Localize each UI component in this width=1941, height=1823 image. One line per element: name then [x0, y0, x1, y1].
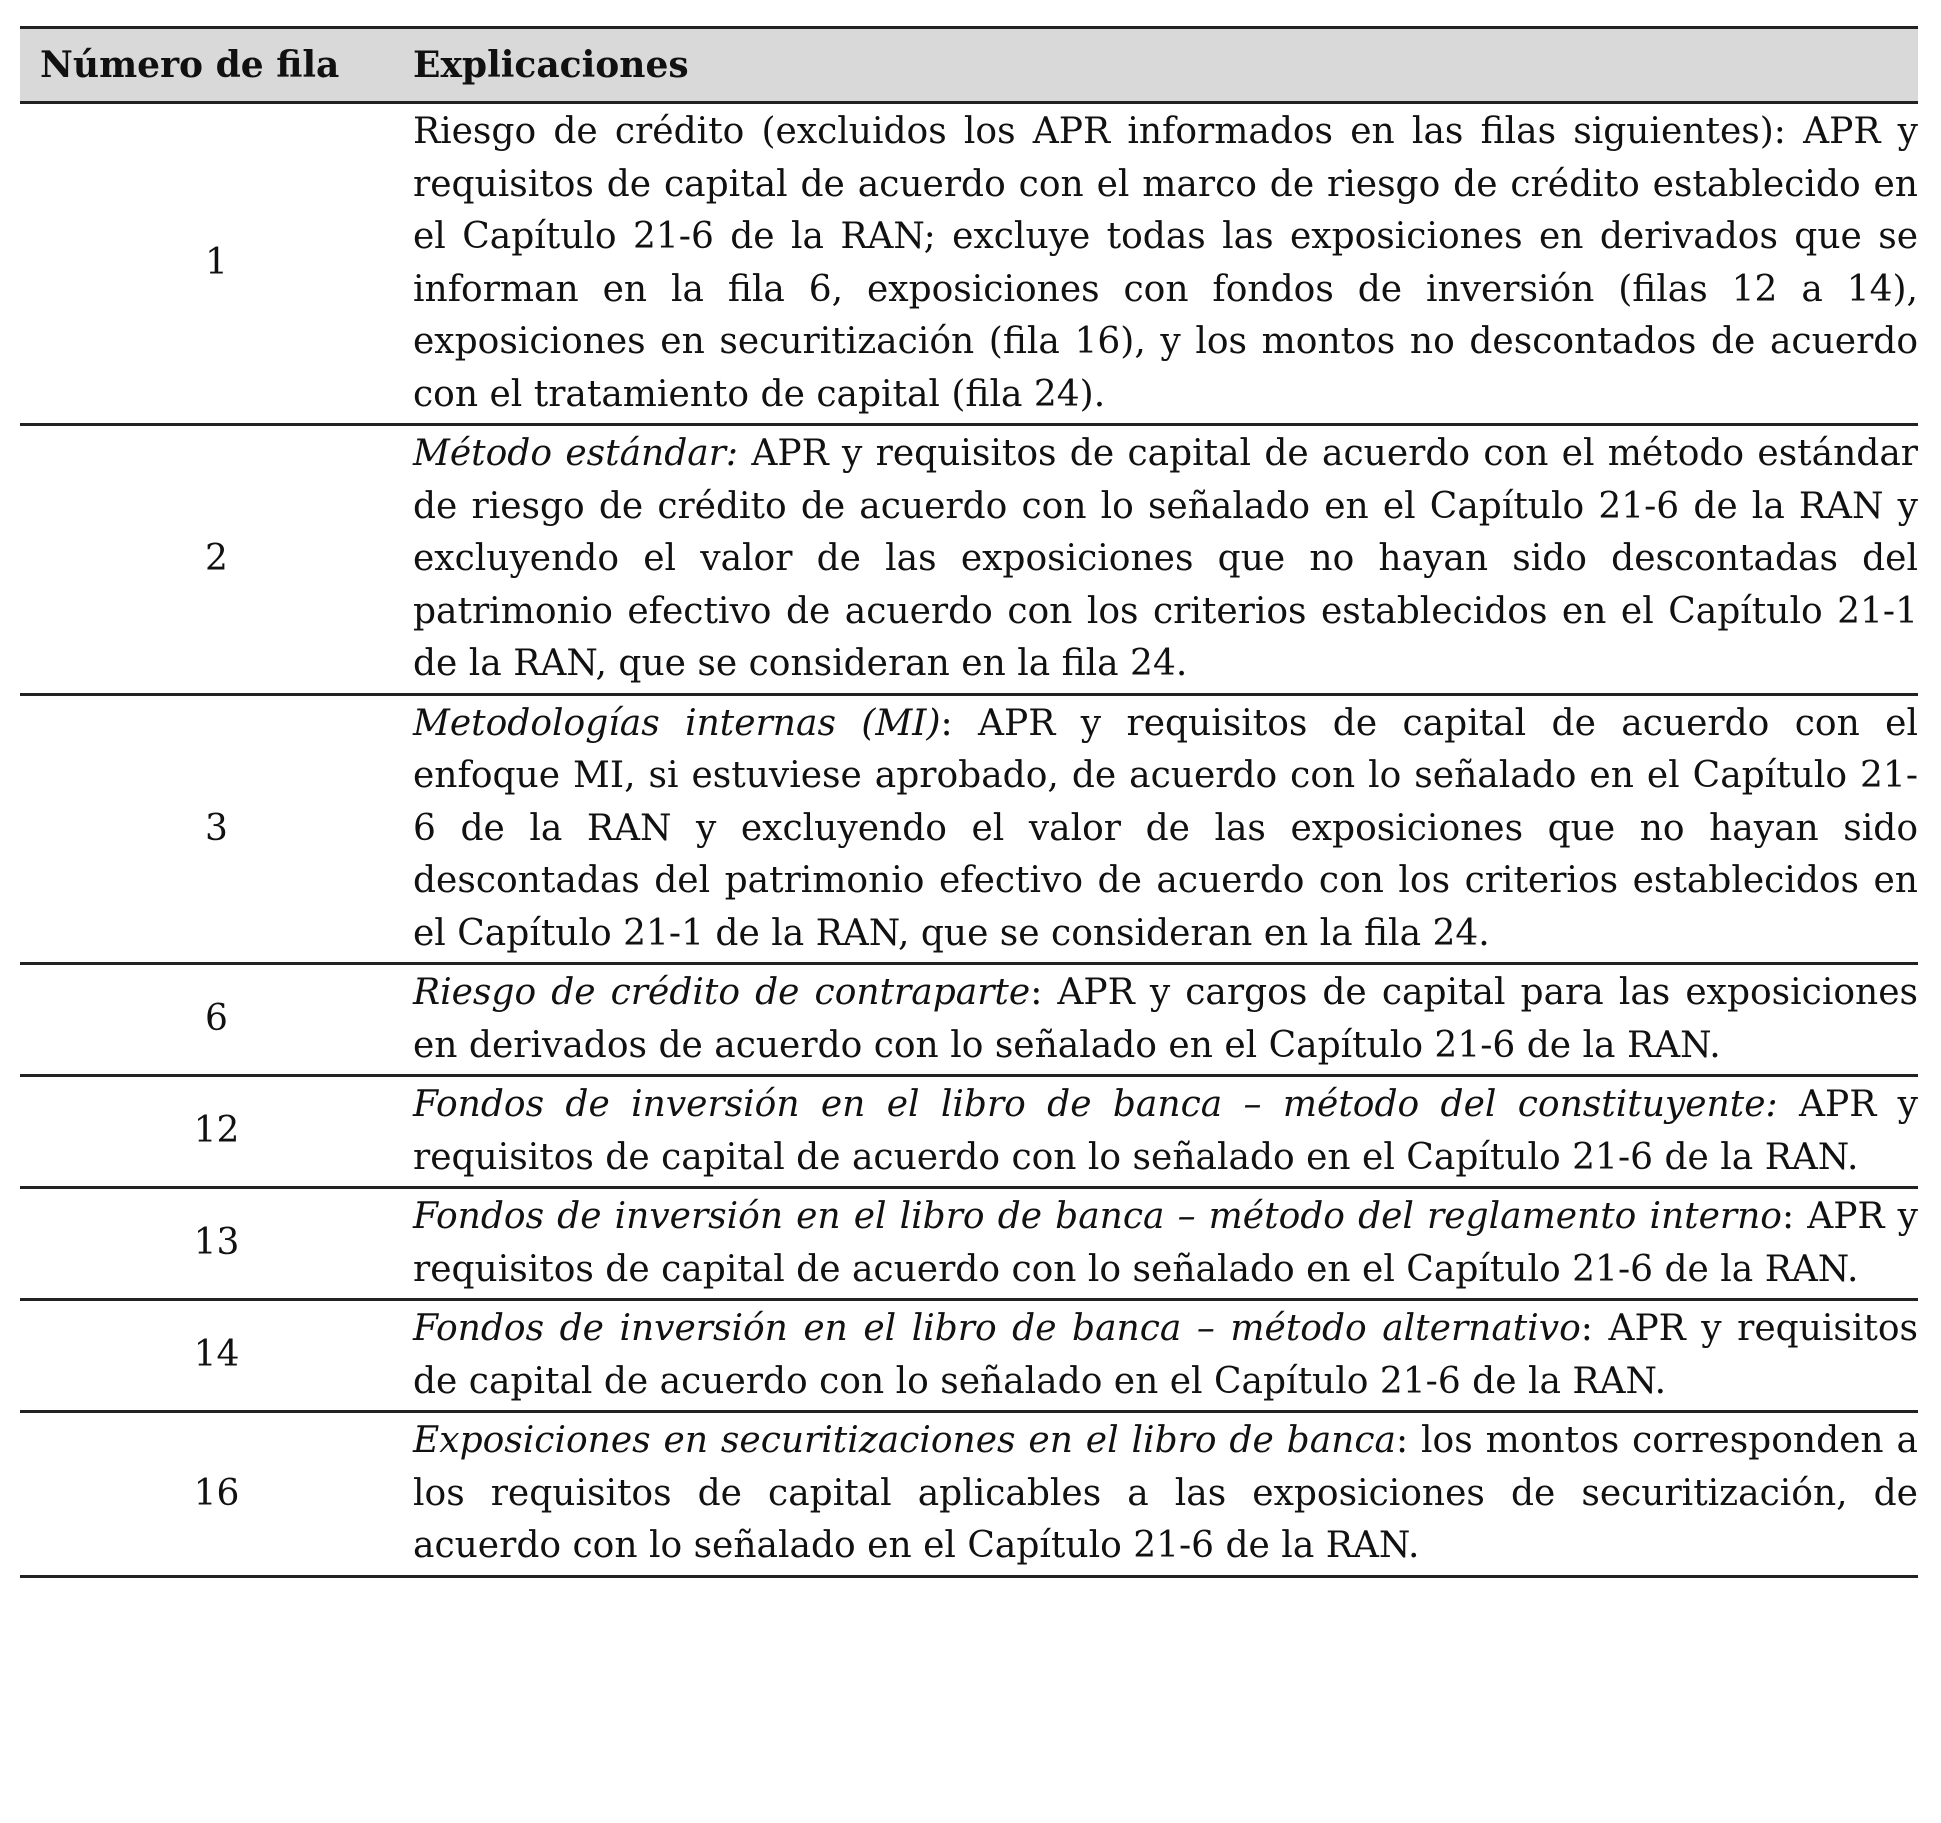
header-explanations: Explicaciones: [413, 28, 1918, 103]
row-explanation-text: : APR y cargos de capital para las exposiciones en derivados de acuerdo con lo señalado en el Capítulo 21-6 de la RAN.: [413, 972, 1918, 1066]
row-number: 12: [193, 1110, 240, 1152]
row-explanation-text: : APR y requisitos de capital de acuerdo con el enfoque MI, si estuviese aprobado, de acuerdo con lo señalado en el Capítulo 21-6 de la RAN y excluyendo el valor de las exposiciones que no hayan sido descontadas del patrimonio efectivo de acuerdo con los criterios establecidos en el Capítulo 21-1 de la RAN, que se consideran en la fila 24.: [413, 702, 1918, 954]
row-explanation-text: APR y requisitos de capital de acuerdo con lo señalado en el Capítulo 21-6 de la RAN.: [413, 1084, 1918, 1178]
row-number: 16: [193, 1472, 240, 1514]
table-row: [20, 1412, 1918, 1577]
row-explanation-title: Fondos de inversión en el libro de banca – método del reglamento interno: [413, 1196, 1782, 1237]
row-explanation: [413, 1188, 1918, 1300]
table-row: [20, 103, 1918, 425]
row-explanation: [413, 964, 1918, 1076]
row-number: 1: [205, 242, 228, 284]
header-row-number: Número de fila: [20, 28, 413, 103]
row-explanation: [413, 694, 1918, 964]
table-header-row: [20, 28, 1918, 103]
table-row: [20, 425, 1918, 695]
row-explanation-text: : APR y requisitos de capital de acuerdo con lo señalado en el Capítulo 21-6 de la RAN.: [413, 1196, 1918, 1290]
table-row: [20, 1300, 1918, 1412]
table-row: [20, 1188, 1918, 1300]
row-number: 13: [193, 1222, 240, 1264]
row-explanation: [413, 1412, 1918, 1577]
table-row: [20, 694, 1918, 964]
row-explanation-text: : APR y requisitos de capital de acuerdo con lo señalado en el Capítulo 21-6 de la RAN.: [413, 1308, 1918, 1402]
row-number: 3: [205, 807, 228, 849]
row-explanation: [413, 103, 1918, 425]
row-explanation-title: Fondos de inversión en el libro de banca – método alternativo: [413, 1308, 1581, 1349]
explanations-table: [20, 26, 1918, 1578]
row-explanation-text: : los montos corresponden a los requisitos de capital aplicables a las exposiciones de securitización, de acuerdo con lo señalado en el Capítulo 21-6 de la RAN.: [413, 1420, 1918, 1566]
table-row: [20, 1076, 1918, 1188]
row-explanation: [413, 425, 1918, 695]
row-number: 2: [205, 538, 228, 579]
table-row: [20, 964, 1918, 1076]
row-explanation-text: Riesgo de crédito (excluidos los APR informados en las filas siguientes): APR y requisitos de capital de acuerdo con el marco de riesgo de crédito establecido en el Capítulo 21-6 de la RAN; excluye todas las exposiciones en derivados que se informan en la fila 6, exposiciones con fondos de inversión (filas 12 a 14), exposiciones en securitización (fila 16), y los montos no descontados de acuerdo con el tratamiento de capital (fila 24).: [413, 111, 1918, 415]
row-explanation-title: Exposiciones en securitizaciones en el libro de banca: [413, 1420, 1396, 1461]
row-explanation: [413, 1300, 1918, 1412]
row-explanation-title: Método estándar:: [413, 433, 739, 474]
row-number: 14: [193, 1334, 240, 1376]
row-explanation: [413, 1076, 1918, 1188]
row-explanation-title: Metodologías internas (MI): [413, 702, 941, 744]
row-explanation-text: APR y requisitos de capital de acuerdo con el método estándar de riesgo de crédito de acuerdo con lo señalado en el Capítulo 21-6 de la RAN y excluyendo el valor de las exposiciones que no hayan sido descontadas del patrimonio efectivo de acuerdo con los criterios establecidos en el Capítulo 21-1 de la RAN, que se consideran en la fila 24.: [413, 433, 1918, 684]
row-number: 6: [205, 998, 228, 1040]
row-explanation-title: Fondos de inversión en el libro de banca – método del constituyente:: [413, 1084, 1778, 1125]
row-explanation-title: Riesgo de crédito de contraparte: [413, 972, 1031, 1013]
